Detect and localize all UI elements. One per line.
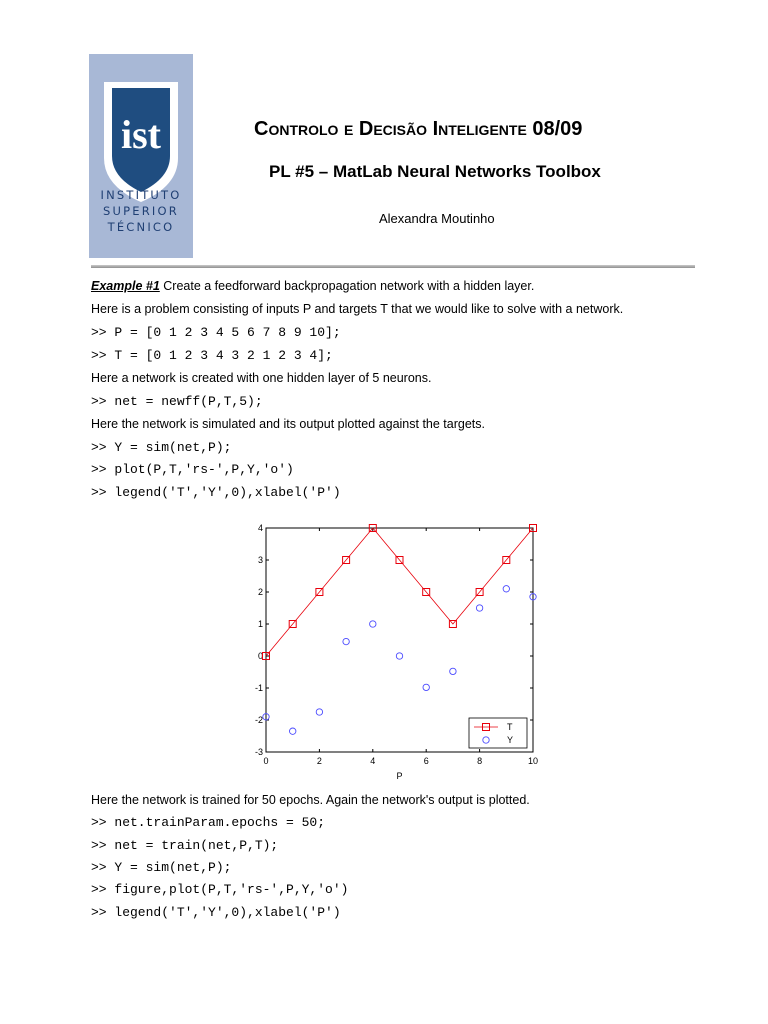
y-tick-label: 3 (257, 555, 263, 565)
x-tick-label: 2 (316, 756, 322, 766)
x-tick-label: 10 (527, 756, 539, 766)
y-tick-label: -3 (254, 747, 263, 757)
x-tick-label: 6 (423, 756, 429, 766)
header-divider (91, 265, 695, 268)
plot-chart (248, 517, 548, 787)
document-subtitle: PL #5 – MatLab Neural Networks Toolbox (269, 162, 601, 181)
x-axis-label: P (396, 771, 403, 781)
x-tick-label: 4 (370, 756, 376, 766)
x-tick-label: 0 (263, 756, 269, 766)
paragraph-simulate: Here the network is simulated and its output plotted against the targets. (91, 417, 485, 431)
legend-t-label: T (507, 722, 513, 732)
logo-line-tecnico: TÉCNICO (107, 220, 175, 234)
y-tick-label: 4 (257, 523, 263, 533)
code-line-legend-2: >> legend('T','Y',0),xlabel('P') (91, 905, 341, 920)
paragraph-network: Here a network is created with one hidden layer of 5 neurons. (91, 371, 432, 385)
example-heading (91, 279, 534, 293)
ist-shield-icon (102, 80, 180, 204)
ist-logo (89, 54, 193, 258)
code-line-legend: >> legend('T','Y',0),xlabel('P') (91, 485, 341, 500)
y-tick-label: 2 (257, 587, 263, 597)
y-tick-label: -2 (254, 715, 263, 725)
code-line-train: >> net = train(net,P,T); (91, 838, 279, 853)
logo-line-instituto: INSTITUTO (100, 188, 182, 202)
code-line-sim-2: >> Y = sim(net,P); (91, 860, 232, 875)
document-title: Controlo e Decisão Inteligente 08/09 (254, 118, 583, 140)
x-tick-label: 8 (477, 756, 483, 766)
example-description: Create a feedforward backpropagation network with a hidden layer. (159, 279, 535, 293)
code-line-epochs: >> net.trainParam.epochs = 50; (91, 815, 326, 830)
author-name: Alexandra Moutinho (379, 211, 495, 226)
y-tick-label: 1 (257, 619, 263, 629)
code-line-plot-2: >> figure,plot(P,T,'rs-',P,Y,'o') (91, 882, 349, 897)
paragraph-train: Here the network is trained for 50 epochs. Again the network's output is plotted. (91, 793, 530, 807)
code-line-t: >> T = [0 1 2 3 4 3 2 1 2 3 4]; (91, 348, 333, 363)
code-line-p: >> P = [0 1 2 3 4 5 6 7 8 9 10]; (91, 325, 341, 340)
ist-monogram: ist (121, 112, 161, 157)
code-line-plot: >> plot(P,T,'rs-',P,Y,'o') (91, 462, 294, 477)
paragraph-problem: Here is a problem consisting of inputs P and targets T that we would like to solve with a network. (91, 302, 624, 316)
example-label: Example #1 (91, 279, 160, 293)
logo-line-superior: SUPERIOR (103, 204, 179, 218)
legend-box (469, 718, 527, 748)
y-tick-label: 0 (257, 651, 263, 661)
code-line-sim: >> Y = sim(net,P); (91, 440, 232, 455)
code-line-newff: >> net = newff(P,T,5); (91, 394, 263, 409)
y-tick-label: -1 (254, 683, 263, 693)
legend-y-label: Y (507, 735, 514, 745)
